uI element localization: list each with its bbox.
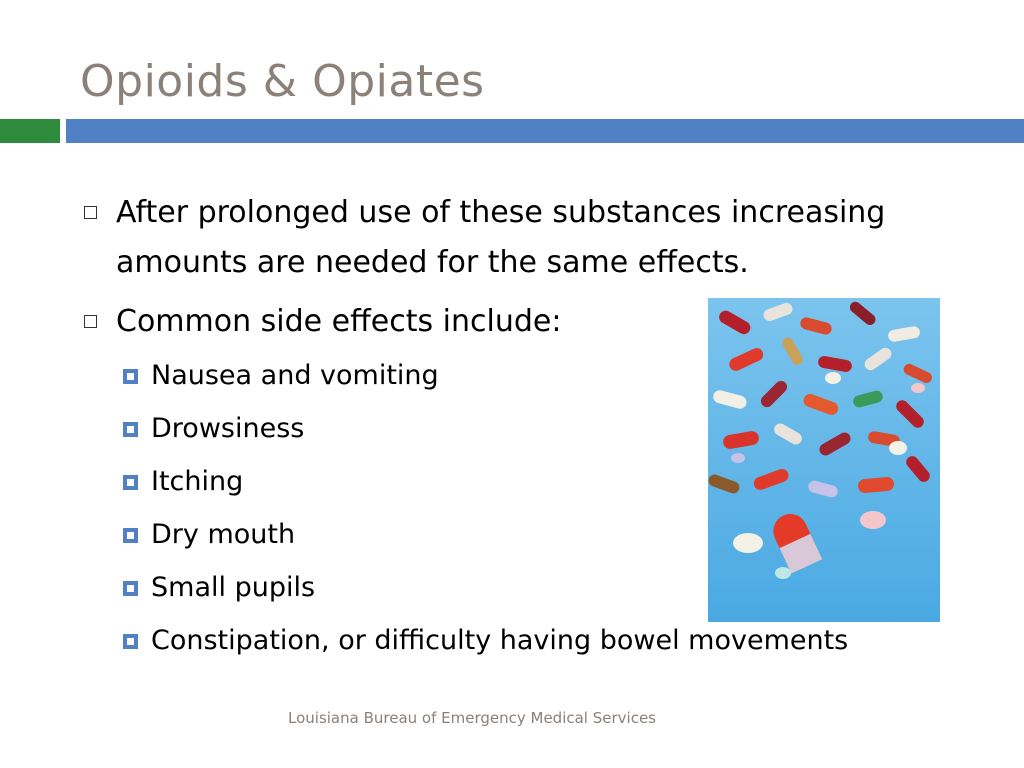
- bullet-item: After prolonged use of these substances increasing amounts are needed for the same effects.: [116, 195, 886, 280]
- sub-bullet-icon: [123, 475, 138, 490]
- sub-bullet-item: Nausea and vomiting: [151, 360, 439, 391]
- sub-bullet-item: Dry mouth: [151, 519, 296, 550]
- footer-text: Louisiana Bureau of Emergency Medical Services: [288, 709, 656, 727]
- accent-bar-green: [0, 119, 60, 143]
- bullet-box-icon: [84, 206, 97, 219]
- sub-bullet-icon: [123, 422, 138, 437]
- bullet-item: Common side effects include:: [116, 304, 562, 339]
- sub-bullet-item: Constipation, or difficulty having bowel movements: [151, 625, 849, 656]
- sub-bullet-icon: [123, 528, 138, 543]
- sub-bullet-item: Small pupils: [151, 572, 316, 603]
- pills-photo-icon: [708, 298, 940, 622]
- sub-bullet-item: Drowsiness: [151, 413, 305, 444]
- sub-bullet-icon: [123, 581, 138, 596]
- sub-bullet-icon: [123, 634, 138, 649]
- slide-title: Opioids & Opiates: [80, 56, 485, 107]
- bullet-box-icon: [84, 315, 97, 328]
- sub-bullet-icon: [123, 369, 138, 384]
- accent-bar-blue: [66, 119, 1024, 143]
- sub-bullet-item: Itching: [151, 466, 244, 497]
